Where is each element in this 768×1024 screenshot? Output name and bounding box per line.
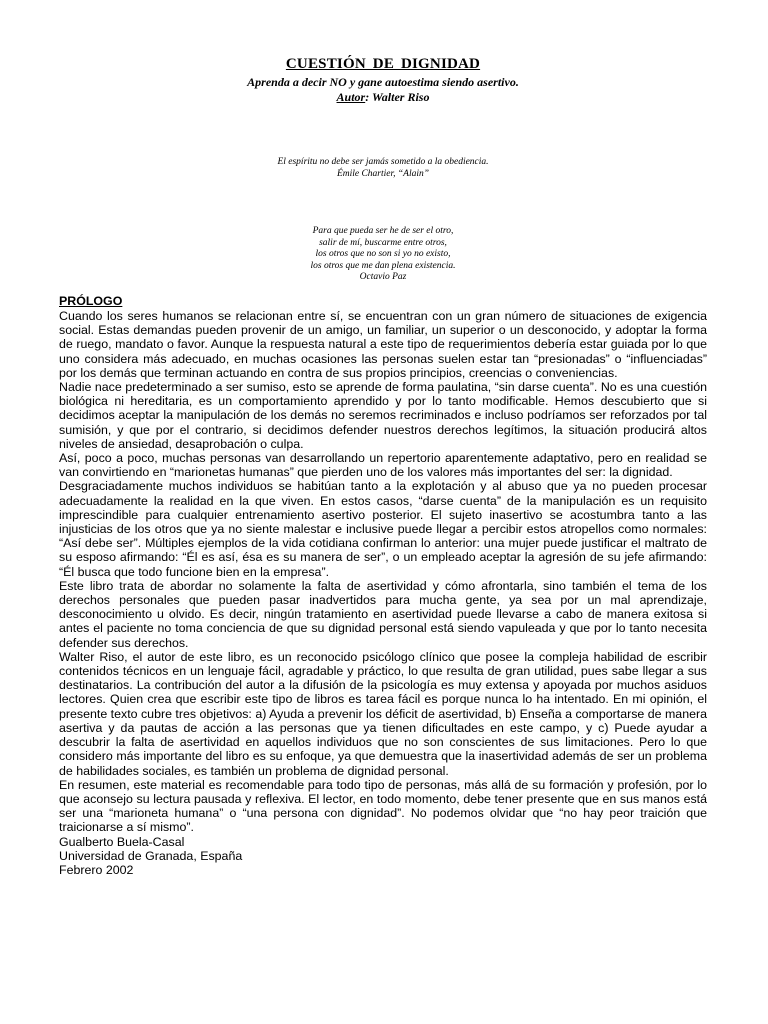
prologue-paragraph: Desgraciadamente muchos individuos se habitúan tanto a la explotación y al abuso que ya no pueden procesar adecuadamente la realidad en la que viven. En estos casos, “darse cuenta” de la manipulación es un requisito imprescindible para cualquier entrenamiento asertivo posterior. El sujeto inasertivo se acostumbra tanto a las injusticias de los otros que ya no siente malestar e inclusive puede llegar a percibir estos atropellos como normales: “Así debe ser”. Múltiples ejemplos de la vida cotidiana confirman lo anterior: una mujer puede justificar el maltrato de su esposo afirmando: “Él es así, ésa es su manera de ser”, o un empleado aceptar la agresión de su jefe afirmando: “Él busca que todo funcione bien en la empresa”.: [59, 479, 707, 579]
prologue-paragraph: Nadie nace predeterminado a ser sumiso, esto se aprende de forma paulatina, “sin darse cuenta”. No es una cuestión biológica ni hereditaria, es un comportamiento aprendido y por lo tanto modificable. Hemos descubierto que si decidimos aceptar la manipulación de los demás no seremos recriminados e incluso podríamos ser reforzados por tal sumisión, y que por el contrario, si decidimos defender nuestros derechos legítimos, la situación producirá altos niveles de ansiedad, desaprobación o culpa.: [59, 380, 707, 451]
epigraph-paz: [59, 226, 707, 284]
prologue-paragraph: Cuando los seres humanos se relacionan entre sí, se encuentran con un gran número de situaciones de exigencia social. Estas demandas pueden provenir de un amigo, un familiar, un superior o un desconocido, y adoptar la forma de ruego, mandato o favor. Aunque la respuesta natural a este tipo de requerimientos debería estar guiada por lo que uno considera más adecuado, en muchas ocasiones las personas suelen estar tan “presionadas” o “influenciadas” por los demás que terminan actuando en contra de sus propios principios, creencias o conveniencias.: [59, 309, 707, 380]
document-title: CUESTIÓN DE DIGNIDAD: [285, 56, 481, 72]
prologue-paragraph: Este libro trata de abordar no solamente la falta de asertividad y cómo afrontarla, sino también el tema de los derechos personales que pueden pasar inadvertidos para mucha gente, ya sea por un mal aprendizaje, desconocimiento u olvido. Es decir, ningún tratamiento en asertividad puede llevarse a cabo de manera exitosa si antes el paciente no toma conciencia de que su dignidad personal está siendo vapuleada y que por lo tanto necesita defender sus derechos.: [59, 578, 707, 650]
prologue-heading: PRÓLOGO: [59, 294, 123, 308]
epigraph-line: Para que pueda ser he de ser el otro,: [312, 226, 454, 236]
epigraph-line: los otros que no son si yo no existo,: [315, 249, 451, 260]
epigraph-line: El espíritu no debe ser jamás sometido a la obediencia.: [277, 157, 489, 167]
author-label: Autor: [336, 90, 366, 104]
author-name: : Walter Riso: [365, 90, 430, 104]
signature-affiliation: Universidad de Granada, España: [59, 848, 243, 863]
document-subtitle: Aprenda a decir NO y gane autoestima siendo asertivo.: [247, 75, 519, 89]
signature-date: Febrero 2002: [59, 862, 134, 877]
prologue-paragraph: Así, poco a poco, muchas personas van desarrollando un repertorio aparentemente adaptativo, pero en realidad se van convirtiendo en “marionetas humanas” que pierden uno de los valores más importantes del ser: la dignidad.: [59, 451, 707, 480]
signature-name: Gualberto Buela-Casal: [59, 834, 185, 849]
prologue-body: [59, 309, 707, 877]
prologue-paragraph: En resumen, este material es recomendable para todo tipo de personas, más allá de su formación y profesión, por lo que aconsejo su lectura pausada y reflexiva. El lector, en todo momento, debe tener presente que en sus manos está ser una “marioneta humana” o “una persona con dignidad”. No podemos olvidar que “no hay peor traición que traicionarse a sí mismo”.: [59, 777, 707, 835]
epigraph-line: los otros que me dan plena existencia.: [310, 260, 456, 271]
prologue-paragraph: Walter Riso, el autor de este libro, es un reconocido psicólogo clínico que posee la compleja habilidad de escribir contenidos técnicos en un lenguaje fácil, agradable y práctico, lo que resulta de gran utilidad, pues sabe llegar a sus destinatarios. La contribución del autor a la difusión de la psicología es muy extensa y apoyada por muchos asiduos lectores. Quien crea que escribir este tipo de libros es tarea fácil es porque nunca lo ha intentado. En mi opinión, el presente texto cubre tres objetivos: a) Ayuda a prevenir los déficit de asertividad, b) Enseña a comportarse de manera asertiva y da pautas de acción a las personas que ya tienen dificultades en este campo, y c) Puede ayudar a descubrir la falta de asertividad en aquellos individuos que no son conscientes de sus limitaciones. Pero lo que considero más importante del libro es su enfoque, ya que demuestra que la inasertividad además de ser un problema de habilidades sociales, es también un problema de dignidad personal.: [59, 649, 707, 778]
author-line: [59, 90, 707, 105]
epigraph-attribution: Octavio Paz: [359, 272, 407, 283]
epigraph-alain: [59, 157, 707, 180]
epigraph-attribution: Émile Chartier, “Alain”: [336, 168, 430, 179]
epigraph-line: salir de mí, buscarme entre otros,: [319, 237, 447, 248]
document-page: [59, 0, 707, 1024]
